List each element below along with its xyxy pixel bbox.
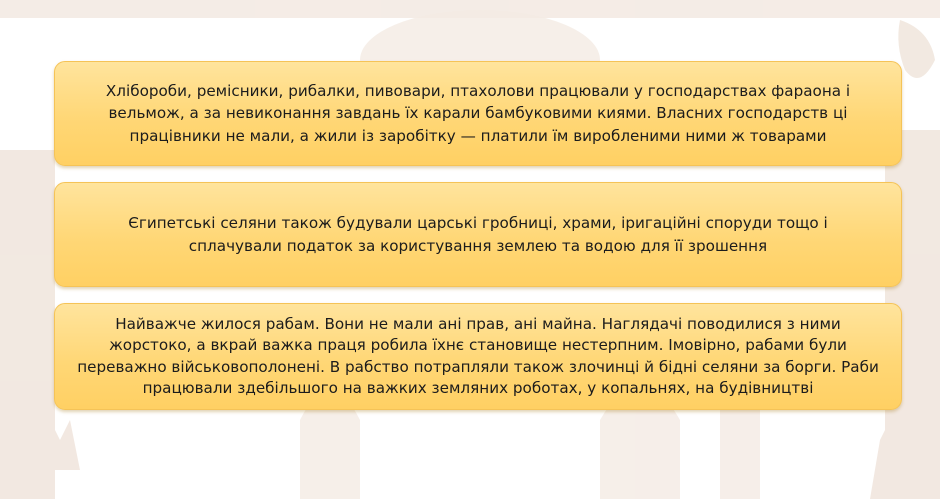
info-card-text: Хлібороби, ремісники, рибалки, пивовари, птахолови працювали у господарствах фараона і вельмож, а за невиконання завдань їх карали бамбуковими киями. Власних господарств ці працівники не мали, а жили із заробітку — платили їм виробленими ними ж товарами: [105, 81, 851, 145]
info-card-artisans: [54, 61, 902, 166]
info-card-text: Найважче жилося рабам. Вони не мали ані прав, ані майна. Наглядачі поводилися з ними жорстоко, а вкрай важка праця робила їхнє становище нестерпним. Імовірно, рабами були переважно військовополонені. В рабство потрапляли також злочинці й бідні селяни за борги. Раби працювали здебільшого на важких земляних роботах, у копальнях, на будівництві: [77, 314, 879, 397]
info-card-peasants: [54, 182, 902, 287]
info-card-slaves: [54, 303, 902, 410]
info-card-text: Єгипетські селяни також будували царські гробниці, храми, іригаційні споруди тощо і сплачували податок за користування землею та водою для її зрошення: [128, 214, 828, 255]
